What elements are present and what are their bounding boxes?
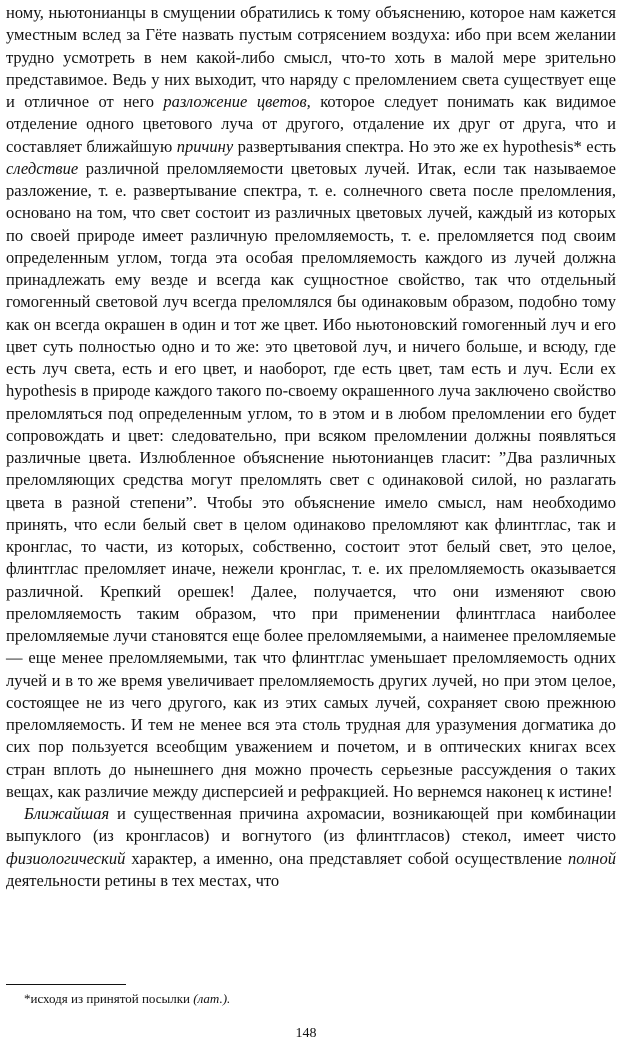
footnote-divider [6, 984, 126, 985]
text-run: развертывания спектра. Но это же ex hypothesis* есть [233, 136, 617, 156]
text-run: характер, а именно, она представляет собой осуществление [125, 848, 569, 868]
footnote [24, 991, 230, 1007]
body-text [6, 2, 616, 892]
italic-phrase: причину [176, 136, 234, 156]
italic-phrase: физиологический [6, 848, 126, 868]
footnote-text: *исходя из принятой посылки [24, 991, 194, 1006]
footnote-language-note: (лат.). [193, 991, 231, 1006]
italic-phrase: полной [568, 848, 616, 868]
text-run: различной преломляемости цветовых лучей. Итак, если так называемое разложение, т. е. развертывание спектра, т. е. солнечного света после преломления, основано на том, что свет состоит из различных цветовых лучей, каждый из которых по своей природе имеет различную преломляемость, т. е. преломляется под своим определенным углом, тогда эта особая преломляемость каждого из лучей должна принадлежать ему везде и всегда как сущностное свойство, так что отдельный гомогенный световой луч всегда преломлялся бы одинаковым образом, подобно тому как он всегда окрашен в один и тот же цвет. Ибо ньютоновский гомогенный луч и его цвет суть полностью одно и то же: это цветовой луч, и ничего больше, и всюду, где есть луч света, есть и его цвет, и наоборот, где есть цвет, там есть и луч. Если ex hypothesis в природе каждого такого по-своему окрашенного луча заключено свойство преломляться под определенным углом, то в этом и в любом преломлении его будет сопровождать и цвет: следовательно, при всяком преломлении должны появляться различные цвета. Излюбленное объяснение ньютонианцев гласит: ”Два различных преломляющих средства могут преломлять свет с одинаковой силой, но разлагать цвета в разной степени”. Чтобы это объяснение имело смысл, нам необходимо принять, что если белый свет в целом одинаково преломляют как флинтглас, так и кронглас, то части, из которых, собственно, состоит этот белый свет, это целое, флинтглас преломляет иначе, нежели кронглас, т. е. их преломляемость оказывается различной. Крепкий орешек! Далее, получается, что они изменяют свою преломляемость таким образом, что при применении флинтгласа наиболее преломляемые лучи становятся еще более преломляемыми, а наименее преломляемые — еще менее преломляемыми, так что флинтглас уменьшает преломляемость одних лучей и в то же время увеличивает преломляемость других лучей, но при этом целое, состоящее не из чего другого, как из этих самых лучей, сохраняет свою прежнюю преломляемость. И тем не менее вся эта столь трудная для уразумения догматика до сих пор пользуется всеобщим уважением и почетом, и в оптических книгах всех стран вплоть до нынешнего дня можно прочесть серьезные рассуждения о таких вещах, как различие между дисперсией и рефракцией. Но вернемся наконец к истине! [6, 158, 616, 801]
paragraph-continued [6, 2, 616, 803]
italic-phrase: Ближайшая [24, 804, 110, 823]
text-run: ному, ньютонианцы в смущении обратились к тому объяснению, которое нам кажется уместным вслед за Гёте назвать пустым сотрясением воздуха: ибо при всем желании трудно усмотреть в нем какой-либо смысл, что-то хоть в малой мере зрительно представимое. Ведь у них выходит, что наряду с преломлением света существует еще и отличное от него [6, 3, 616, 111]
paragraph [6, 803, 616, 892]
italic-phrase: следствие [6, 158, 79, 178]
italic-phrase: разложение цветов, [163, 92, 311, 111]
text-run: и существенная причина ахромасии, возникающей при комбинации выпуклого (из кронгласов) и вогнутого (из флинтгласов) стекол, имеет чисто [6, 804, 616, 846]
text-run: которое следует понимать как видимое отделение одного цветового луча от другого, отдаление их друг от друга, что и составляет ближайшую [6, 92, 616, 156]
text-run: деятельности ретины в тех местах, что [6, 870, 280, 890]
page-number: 148 [295, 1026, 317, 1041]
book-page [6, 0, 616, 1048]
